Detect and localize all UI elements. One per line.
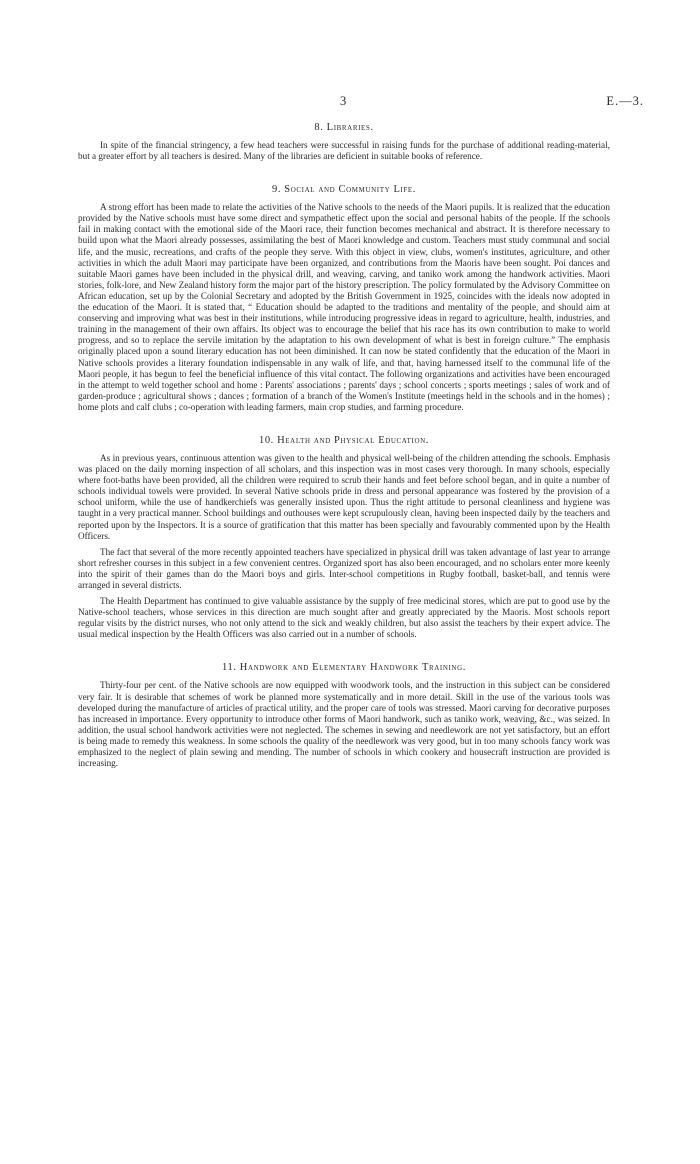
document-body <box>78 122 610 791</box>
section-heading: 11. Handwork and Elementary Handwork Training. <box>222 662 466 674</box>
page-header <box>0 94 700 110</box>
page-number: 3 <box>340 94 347 108</box>
section-social-community-life <box>78 184 610 413</box>
section-handwork-training <box>78 662 610 769</box>
section-libraries <box>78 122 610 162</box>
section-heading: 9. Social and Community Life. <box>272 184 416 196</box>
paragraph: The fact that several of the more recently appointed teachers have specialized in physical drill was taken advantage of last year to arrange short refresher courses in this subject in a few convenient centres. Organized sport has also been encouraged, and no scholars enter more keenly into the spirit of their games than do the Maori boys and girls. Inter-school competitions in Rugby football, basket-ball, and tennis were arranged in several districts. <box>78 546 610 590</box>
paragraph: The Health Department has continued to give valuable assistance by the supply of free medicinal stores, which are put to good use by the Native-school teachers, whose services in this direction are much sought after and greatly appreciated by the Maoris. Most schools report regular visits by the district nurses, who not only attend to the sick and weakly children, but also assist the teachers by their expert advice. The usual medical inspection by the Health Officers was also carried out in a number of schools. <box>78 596 610 640</box>
paragraph: In spite of the financial stringency, a few head teachers were successful in raising funds for the purchase of additional reading-material, but a greater effort by all teachers is desired. Many of the libraries are deficient in suitable books of reference. <box>78 140 610 162</box>
section-health-physical-education <box>78 435 610 641</box>
section-heading: 10. Health and Physical Education. <box>258 434 430 446</box>
document-reference: E.—3. <box>606 94 644 108</box>
section-heading: 8. Libraries. <box>314 122 374 133</box>
paragraph: Thirty-four per cent. of the Native schools are now equipped with woodwork tools, and the instruction in this subject can be considered very fair. It is desirable that schemes of work be planned more systematically and in more detail. Skill in the use of the various tools was developed during the manufacture of articles of practical utility, and the proper care of tools was stressed. Maori carving for decorative purposes has increased in importance. Every opportunity to introduce other forms of Maori handwork, such as taniko work, weaving, &c., was seized. In addition, the usual school handwork activities were not neglected. The schemes in sewing and needlework are not yet satisfactory, but an effort is being made to remedy this weakness. In some schools the quality of the needlework was very good, but in too many schools fancy work was emphasized to the neglect of plain sewing and mending. The number of schools in which cookery and housecraft instruction are provided is increasing. <box>78 680 610 769</box>
paragraph: A strong effort has been made to relate the activities of the Native schools to the needs of the Maori pupils. It is realized that the education provided by the Native schools must have some direct and sympathetic effect upon the social and personal habits of the people. If the schools fail in making contact with the emotional side of the Maori race, their function becomes mechanical and abstract. It is therefore necessary to build upon what the Maori already possesses, assimilating the best of Maori knowledge and custom. Teachers must study communal and social life, and the music, recreations, and crafts of the people they serve. With this object in view, clubs, women's institutes, agriculture, and other activities in which the adult Maori may participate have been organized, and contributions from the Maoris have been sought. Poi dances and suitable Maori games have been included in the physical drill, and weaving, carving, and taniko work among the handwork activities. Maori stories, folk-lore, and New Zealand history form the major part of the history prescription. The policy formulated by the Advisory Committee on African education, set up by the Colonial Secretary and adopted by the British Government in 1925, coincides with the ideals now adopted in the education of the Maori. It is stated that, “ Education should be adapted to the traditions and mentality of the people, and should aim at conserving and improving what was best in their institutions, while introducing progressive ideas in regard to agriculture, health, industries, and training in the management of their own affairs. Its object was to encourage the belief that his race has its own contribution to make to world progress, and so to replace the servile imitation by the adaptation to his own development of what is best in foreign culture.” The emphasis originally placed upon a sound literary education has not been diminished. It can now be stated confidently that the education of the Maori in Native schools provides a literary foundation indispensable in any walk of life, and that, having harnessed itself to the communal life of the Maori people, it has begun to feel the beneficial influence of this vital contact. The following organizations and activities have been encouraged in the attempt to weld together school and home : Parents' associations ; parents' days ; school concerts ; sports meetings ; sales of work and of garden-produce ; agricultural shows ; dances ; formation of a branch of the Women's Institute (meetings held in the schools and in the homes) ; home plots and calf clubs ; co-operation with leading farmers, main crop studies, and farming procedure. <box>78 202 610 412</box>
paragraph: As in previous years, continuous attention was given to the health and physical well-being of the children attending the schools. Emphasis was placed on the daily morning inspection of all scholars, and this inspection was in most cases very thorough. In many schools, especially where foot-baths have been provided, all the children were required to scrub their hands and feet before school began, and in quite a number of schools individual towels were provided. In several Native schools pride in dress and personal appearance was fostered by the provision of a school uniform, while the use of handkerchiefs was generally insisted upon. Thus the right attitude to personal cleanliness and hygiene was taught in a very practical manner. School buildings and outhouses were kept scrupulously clean, having been inspected daily by the teachers and reported upon by the Inspectors. It is a source of gratification that this matter has been specially and favourably commented upon by the Health Officers. <box>78 452 610 541</box>
